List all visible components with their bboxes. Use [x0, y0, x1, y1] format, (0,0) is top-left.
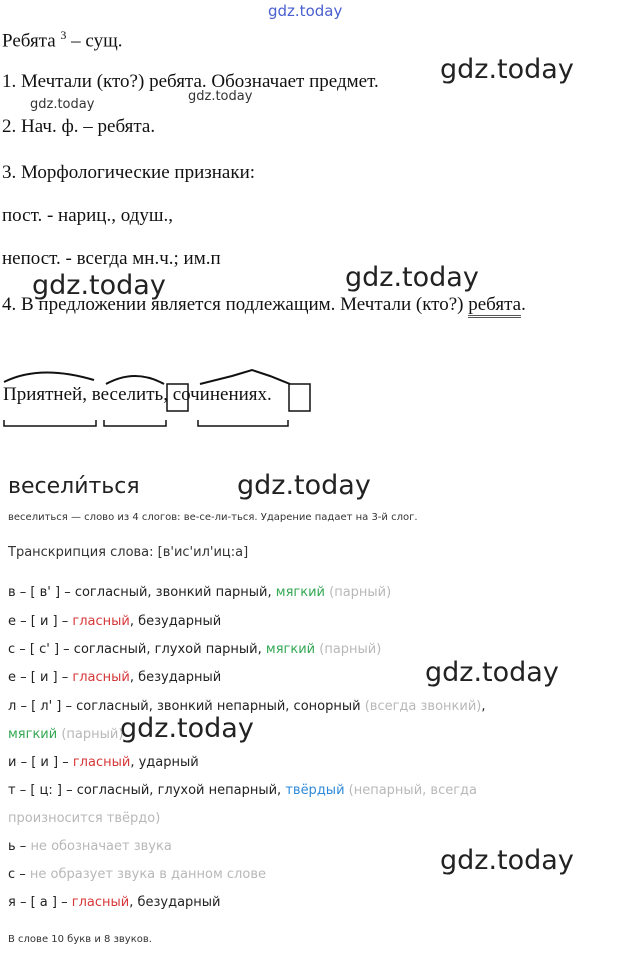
phonetic-row-base: т – [ ц: ] – согласный, глухой непарный,	[8, 783, 286, 798]
phonetic-row-note: произносится твёрдо)	[8, 811, 161, 826]
morpheme-analysis	[0, 368, 360, 428]
phonetic-row-note: , ударный	[130, 755, 199, 770]
parsing-heading	[2, 28, 122, 52]
watermark: gdz.today	[345, 262, 479, 293]
heading-word: Ребята	[2, 30, 56, 52]
word-veselit-stem: весели	[91, 384, 147, 405]
phonetic-row-base: е – [ и ] –	[8, 670, 73, 685]
phonetic-row-highlight: не обозначает звука	[30, 839, 172, 854]
phonetic-row	[8, 585, 391, 600]
watermark-small: gdz.today	[188, 89, 253, 104]
parsing-line-3: 3. Морфологические признаки:	[2, 162, 256, 183]
stem-bracket	[104, 420, 166, 426]
parsing-line-5: непост. - всегда мн.ч.; им.п	[2, 248, 221, 269]
word-sochineniyah-ending: ях	[248, 384, 268, 405]
phonetic-row	[8, 839, 172, 854]
phonetic-row-note: (парный)	[57, 727, 124, 742]
root-arc	[200, 370, 290, 384]
phonetic-row	[8, 670, 221, 685]
root-arc	[106, 376, 164, 384]
phonetic-row	[8, 727, 123, 742]
line6-prefix: 4. В предложении является подлежащим. Мечтали (кто?)	[2, 294, 469, 315]
summary-text: В слове 10 букв и 8 звуков.	[8, 934, 152, 945]
phonetic-row-base: с – [ с' ] – согласный, глухой парный,	[8, 642, 266, 657]
phonetic-row-note: (непарный, всегда	[344, 783, 478, 798]
phonetic-row-highlight: гласный	[71, 895, 130, 910]
parsing-line-6	[2, 294, 526, 316]
line6-end: .	[521, 294, 526, 315]
stem-bracket	[198, 420, 288, 426]
phonetic-row	[8, 811, 160, 826]
watermark: gdz.today	[440, 54, 574, 85]
ending-box	[289, 384, 310, 411]
phonetic-row-base: ь –	[8, 839, 31, 854]
watermark: gdz.today	[120, 713, 254, 744]
subject-word: ребята	[468, 294, 521, 318]
stem-bracket	[4, 420, 96, 426]
transcription-text: Транскрипция слова: [в'ис'ил'иц:а]	[8, 545, 249, 560]
phonetic-row-note: , безударный	[129, 614, 222, 629]
phonetic-row	[8, 895, 221, 910]
phonetic-row	[8, 699, 486, 714]
separator: ,	[163, 384, 173, 405]
watermark: gdz.today	[32, 270, 166, 301]
phonetic-row	[8, 783, 477, 798]
word-priyatney: Приятней	[3, 384, 83, 405]
final-dot: .	[267, 384, 272, 405]
phonetic-title: весели́ться	[8, 474, 140, 499]
parsing-line-4: пост. - нариц., одуш.,	[2, 205, 173, 226]
phonetic-row-highlight: твёрдый	[285, 783, 345, 798]
heading-rest: – сущ.	[71, 30, 123, 52]
watermark-small: gdz.today	[30, 97, 95, 112]
phonetic-row-base: и – [ и ] –	[8, 755, 73, 770]
watermark-top: gdz.today	[268, 2, 343, 20]
phonetic-row	[8, 642, 381, 657]
parsing-line-2: 2. Нач. ф. – ребята.	[2, 116, 156, 137]
phonetic-row-highlight: гласный	[72, 755, 131, 770]
root-arc	[4, 372, 94, 382]
watermark: gdz.today	[425, 657, 559, 688]
phonetic-row	[8, 755, 199, 770]
phonetic-row	[8, 867, 266, 882]
phonetic-row-base: л – [ л' ] – согласный, звонкий непарный, сонорный	[8, 699, 365, 714]
phonetic-row-base: в – [ в' ] – согласный, звонкий парный,	[8, 585, 276, 600]
phonetic-row	[8, 614, 221, 629]
phonetic-row-highlight: мягкий	[8, 727, 58, 742]
phonetic-row-base: я – [ а ] –	[8, 895, 72, 910]
phonetic-row-highlight: гласный	[72, 670, 130, 685]
syllables-text: веселиться — слово из 4 слогов: ве-се-ли-ться. Ударение падает на 3-й слог.	[8, 512, 418, 523]
watermark: gdz.today	[237, 470, 371, 501]
watermark: gdz.today	[440, 845, 574, 876]
phonetic-row-highlight: (всегда звонкий)	[364, 699, 482, 714]
phonetic-row-note: (парный)	[315, 642, 382, 657]
word-veselit-ending: ть	[146, 384, 164, 405]
phonetic-row-highlight: гласный	[72, 614, 130, 629]
phonetic-row-note: , безударный	[129, 895, 221, 910]
separator: ,	[82, 384, 92, 405]
phonetic-row-base: с –	[8, 867, 30, 882]
morpheme-words	[3, 384, 272, 406]
phonetic-row-highlight: мягкий	[275, 585, 325, 600]
parsing-line-1: 1. Мечтали (кто?) ребята. Обозначает предмет.	[2, 71, 379, 92]
phonetic-row-note: (парный)	[325, 585, 392, 600]
word-sochineniyah-stem: сочинени	[172, 384, 249, 405]
phonetic-row-base: е – [ и ] –	[8, 614, 73, 629]
heading-sup: 3	[60, 28, 67, 42]
phonetic-row-highlight: мягкий	[265, 642, 316, 657]
phonetic-row-note: , безударный	[129, 670, 222, 685]
phonetic-row-note: ,	[481, 699, 486, 714]
phonetic-row-highlight: не образует звука в данном слове	[29, 867, 266, 882]
